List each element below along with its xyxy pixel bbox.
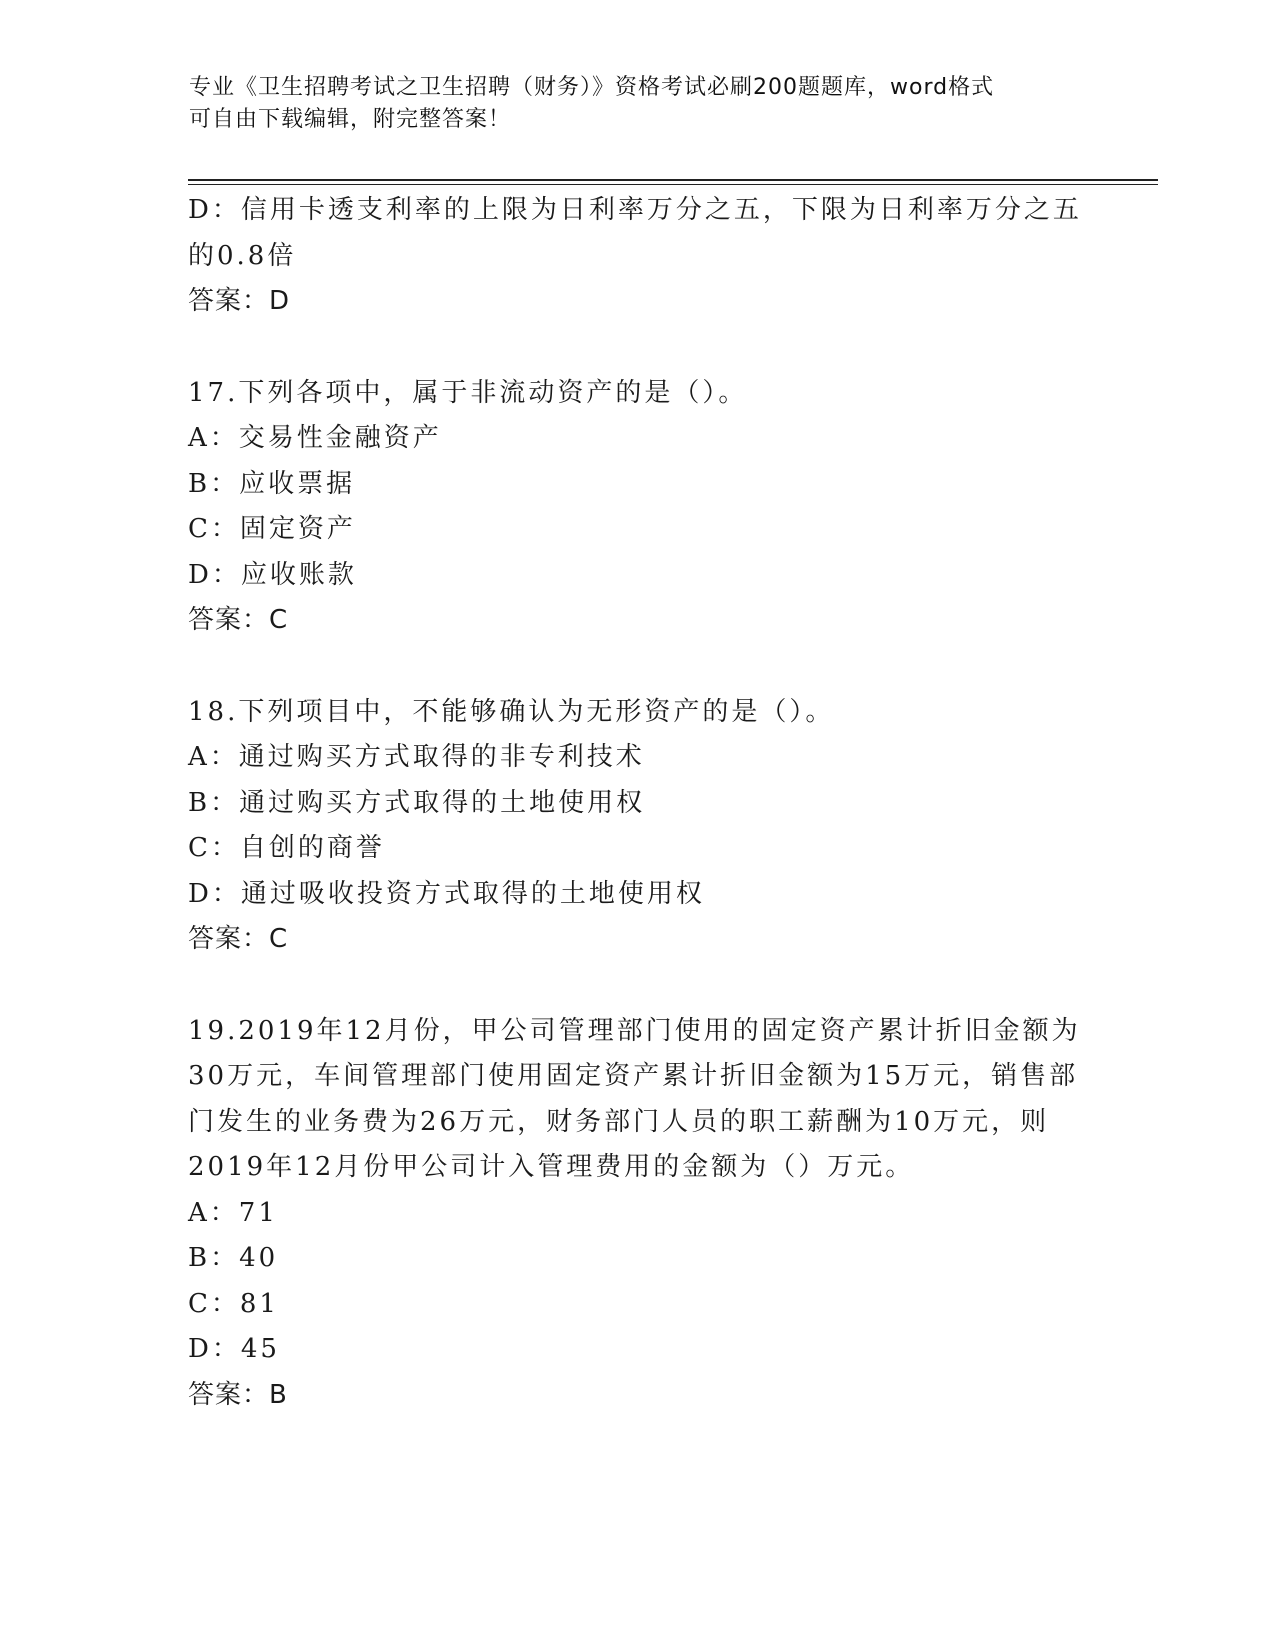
question-18 (188, 690, 1108, 963)
option-a: A：交易性金融资产 (188, 423, 442, 453)
page-header (189, 72, 1089, 136)
answer-line: 答案：C (188, 605, 289, 635)
option-d-line-1: D：信用卡透支利率的上限为日利率万分之五，下限为日利率万分之五 (188, 195, 1082, 225)
question-stem: 18.下列项目中，不能够确认为无形资产的是（）。 (188, 696, 835, 727)
option-c: C：固定资产 (188, 514, 356, 544)
option-c: C：自创的商誉 (188, 833, 385, 863)
answer-line: 答案：D (188, 286, 291, 316)
spacer (188, 644, 1108, 690)
question-stem-line-4: 2019年12月份甲公司计入管理费用的金额为（）万元。 (188, 1152, 915, 1182)
spacer (188, 325, 1108, 371)
option-b: B：40 (188, 1243, 279, 1273)
option-a: A：71 (188, 1197, 278, 1228)
option-d: D：通过吸收投资方式取得的土地使用权 (188, 878, 705, 909)
option-a: A：通过购买方式取得的非专利技术 (188, 742, 645, 772)
question-stem-line-2: 30万元，车间管理部门使用固定资产累计折旧金额为15万元，销售部 (188, 1061, 1079, 1091)
question-stem-line-1: 19.2019年12月份，甲公司管理部门使用的固定资产累计折旧金额为 (188, 1015, 1081, 1046)
option-d: D：应收账款 (188, 559, 357, 590)
header-title-line-2: 可自由下载编辑，附完整答案！ (189, 107, 512, 132)
option-d-line-2: 的0.8倍 (188, 240, 297, 271)
answer-line: 答案：C (188, 924, 289, 954)
header-divider-thick (188, 179, 1158, 181)
option-b: B：应收票据 (188, 468, 356, 499)
option-b: B：通过购买方式取得的土地使用权 (188, 787, 646, 818)
previous-question-tail (188, 188, 1108, 325)
header-divider-thin (188, 184, 1158, 185)
question-stem-line-3: 门发生的业务费为26万元，财务部门人员的职工薪酬为10万元，则 (188, 1106, 1050, 1137)
question-19 (188, 1009, 1108, 1419)
answer-line: 答案：B (188, 1379, 288, 1410)
spacer (188, 963, 1108, 1009)
header-title-line-1: 专业《卫生招聘考试之卫生招聘（财务）》资格考试必刷200题题库，word格式 (189, 75, 995, 100)
question-stem: 17.下列各项中，属于非流动资产的是（）。 (188, 377, 748, 408)
question-17 (188, 371, 1108, 644)
option-c: C：81 (188, 1288, 279, 1319)
option-d: D：45 (188, 1334, 280, 1364)
question-content (188, 188, 1108, 1418)
